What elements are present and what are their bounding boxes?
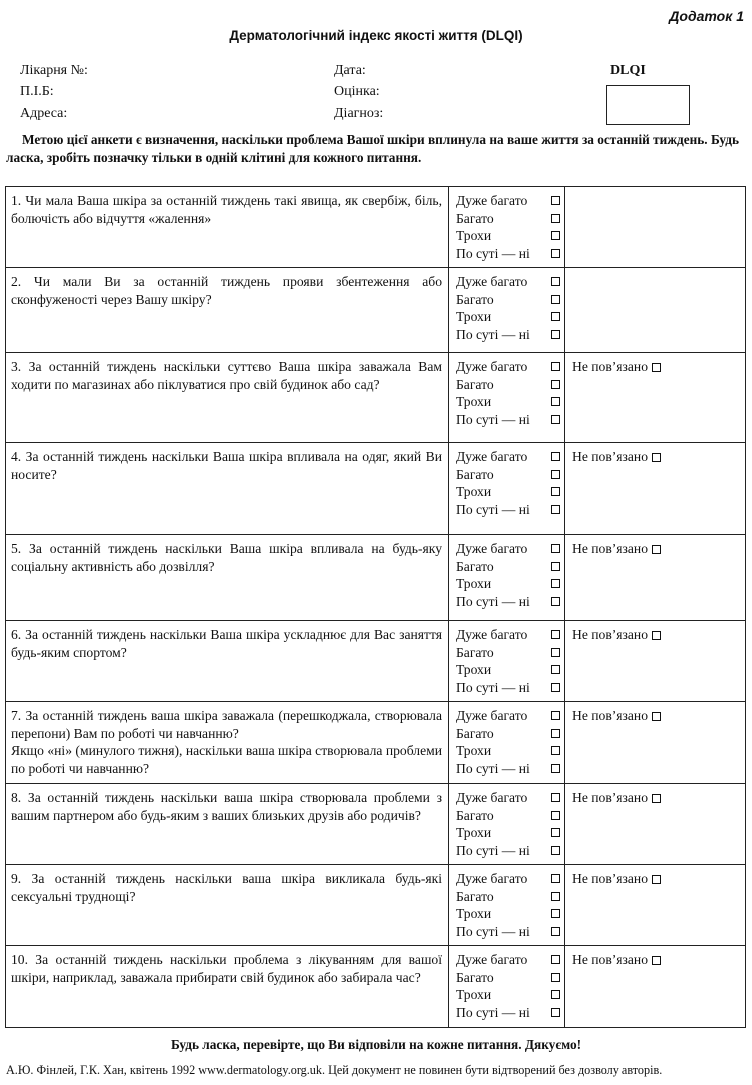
answer-checkbox[interactable]: [551, 811, 560, 820]
answer-checkbox[interactable]: [551, 470, 560, 479]
answer-checkbox[interactable]: [551, 630, 560, 639]
answer-option-label: Трохи: [456, 987, 492, 1002]
not-relevant-checkbox[interactable]: [652, 631, 661, 640]
answer-option: [456, 273, 560, 291]
dlqi-score-box[interactable]: [606, 85, 690, 125]
answer-checkbox[interactable]: [551, 312, 560, 321]
page-title: Дерматологічний індекс якості життя (DLQI): [229, 28, 523, 43]
question-text: [11, 540, 442, 575]
address-field: Адреса:: [20, 106, 68, 121]
column-divider: [448, 621, 449, 701]
answer-checkbox[interactable]: [551, 1008, 560, 1017]
answer-checkbox[interactable]: [551, 909, 560, 918]
column-divider: [564, 702, 565, 783]
answer-option: [456, 742, 560, 760]
answer-option: [456, 245, 560, 263]
answer-checkbox[interactable]: [551, 487, 560, 496]
question-text: [11, 870, 442, 905]
question-text: [11, 707, 442, 777]
question-text: [11, 626, 442, 661]
answer-option-label: По суті — ні: [456, 593, 530, 609]
question-text-line: 1. Чи мала Ваша шкіра за останній тиждень такі явища, як свербіж, біль, болючість або відчуття «жалення»: [11, 193, 442, 226]
answer-option-label: Трохи: [456, 484, 492, 499]
column-divider: [564, 865, 565, 945]
column-divider: [448, 353, 449, 442]
answer-checkbox[interactable]: [551, 892, 560, 901]
answer-option-label: Трохи: [456, 576, 492, 591]
not-relevant-checkbox[interactable]: [652, 956, 661, 965]
answer-options: [456, 358, 560, 428]
answer-option: [456, 661, 560, 679]
question-row: [6, 865, 745, 946]
question-text-line: 4. За останній тиждень наскільки Ваша шкіра впливала на одяг, який Ви носите?: [11, 449, 442, 482]
question-row: [6, 702, 745, 784]
answer-option: [456, 466, 560, 484]
not-relevant-checkbox[interactable]: [652, 363, 661, 372]
answer-checkbox[interactable]: [551, 711, 560, 720]
answer-options: [456, 951, 560, 1021]
answer-option-label: Багато: [456, 210, 494, 226]
answer-option-label: Багато: [456, 807, 494, 823]
answer-option-label: Дуже багато: [456, 541, 528, 556]
answer-options: [456, 192, 560, 262]
answer-option: [456, 644, 560, 662]
answer-option: [456, 923, 560, 941]
answer-option-label: По суті — ні: [456, 245, 530, 261]
column-divider: [448, 535, 449, 620]
answer-checkbox[interactable]: [551, 683, 560, 692]
answer-checkbox[interactable]: [551, 990, 560, 999]
question-text-line: 7. За останній тиждень ваша шкіра заважала (перешкоджала, створювала перепони) Вам по роботі чи навчанню?: [11, 708, 442, 741]
appendix-label: Додаток 1: [669, 8, 744, 24]
intro-text: Метою цієї анкети є визначення, наскільки проблема Вашої шкіри вплинула на ваше життя за останній тиждень. Будь ласка, зробіть позначку тільки в одній клітині для кожного питання.: [6, 132, 739, 165]
answer-option: [456, 951, 560, 969]
not-relevant-option: [572, 358, 661, 376]
questions-table: [5, 186, 746, 1028]
answer-checkbox[interactable]: [551, 380, 560, 389]
answer-options: [456, 540, 560, 610]
column-divider: [564, 187, 565, 267]
answer-checkbox[interactable]: [551, 828, 560, 837]
answer-option: [456, 593, 560, 611]
question-text-line: 2. Чи мали Ви за останній тиждень прояви збентеження або сконфуженості через Вашу шкіру?: [11, 274, 442, 307]
column-divider: [564, 621, 565, 701]
answer-checkbox[interactable]: [551, 665, 560, 674]
answer-options: [456, 789, 560, 859]
column-divider: [448, 268, 449, 352]
answer-option-label: Трохи: [456, 394, 492, 409]
answer-option-label: Трохи: [456, 825, 492, 840]
date-field: Дата:: [334, 63, 366, 78]
answer-checkbox[interactable]: [551, 277, 560, 286]
question-row: [6, 621, 745, 702]
answer-checkbox[interactable]: [551, 249, 560, 258]
answer-option-label: Багато: [456, 969, 494, 985]
answer-option-label: Багато: [456, 644, 494, 660]
question-row: [6, 535, 745, 621]
question-text-line: 5. За останній тиждень наскільки Ваша шкіра впливала на будь-яку соціальну активність або дозвілля?: [11, 541, 442, 574]
question-text-line: Якщо «ні» (минулого тижня), наскільки ваша шкіра створювала проблеми по роботі чи навчанню?: [11, 743, 442, 776]
not-relevant-option: [572, 707, 661, 725]
diagnosis-field: Діагноз:: [334, 106, 384, 121]
answer-checkbox[interactable]: [551, 505, 560, 514]
answer-option: [456, 842, 560, 860]
answer-option-label: Трохи: [456, 743, 492, 758]
column-divider: [448, 702, 449, 783]
column-divider: [564, 443, 565, 534]
answer-option-label: Багато: [456, 725, 494, 741]
footer-copyright: А.Ю. Фінлей, Г.К. Хан, квітень 1992 www.dermatology.org.uk. Цей документ не повинен бути відтворений без дозволу авторів.: [6, 1063, 663, 1077]
dlqi-label: DLQI: [610, 63, 646, 78]
not-relevant-option: [572, 789, 661, 807]
answer-option-label: Дуже багато: [456, 359, 528, 374]
question-row: [6, 784, 745, 865]
column-divider: [564, 784, 565, 864]
answer-option: [456, 358, 560, 376]
answer-option-label: Трохи: [456, 228, 492, 243]
question-text-line: 3. За останній тиждень наскільки суттєво Ваша шкіра заважала Вам ходити по магазинах або піклуватися про свій будинок або сад?: [11, 359, 442, 392]
column-divider: [448, 187, 449, 267]
question-text: [11, 951, 442, 986]
answer-checkbox[interactable]: [551, 846, 560, 855]
answer-option: [456, 1004, 560, 1022]
answer-option: [456, 870, 560, 888]
column-divider: [564, 535, 565, 620]
question-row: [6, 946, 745, 1027]
column-divider: [564, 946, 565, 1027]
not-relevant-label: Не пов’язано: [572, 952, 648, 967]
answer-option: [456, 192, 560, 210]
answer-checkbox[interactable]: [551, 330, 560, 339]
answer-option-label: Дуже багато: [456, 274, 528, 289]
answer-option-label: По суті — ні: [456, 501, 530, 517]
answer-option: [456, 210, 560, 228]
answer-option: [456, 393, 560, 411]
not-relevant-option: [572, 540, 661, 558]
answer-checkbox[interactable]: [551, 214, 560, 223]
not-relevant-option: [572, 870, 661, 888]
answer-option: [456, 760, 560, 778]
answer-option-label: По суті — ні: [456, 1004, 530, 1020]
name-field: П.І.Б:: [20, 84, 54, 99]
column-divider: [564, 353, 565, 442]
not-relevant-label: Не пов’язано: [572, 708, 648, 723]
answer-checkbox[interactable]: [551, 955, 560, 964]
column-divider: [564, 268, 565, 352]
column-divider: [448, 946, 449, 1027]
answer-option: [456, 824, 560, 842]
answer-checkbox[interactable]: [551, 764, 560, 773]
answer-option-label: Дуже багато: [456, 790, 528, 805]
question-row: [6, 443, 745, 535]
answer-option-label: Дуже багато: [456, 708, 528, 723]
answer-checkbox[interactable]: [551, 196, 560, 205]
answer-option: [456, 483, 560, 501]
question-text-line: 10. За останній тиждень наскільки проблема з лікуванням для вашої шкіри, наприклад, заважала прибирати свій будинок або забирала час?: [11, 952, 442, 985]
answer-option-label: По суті — ні: [456, 679, 530, 695]
not-relevant-option: [572, 626, 661, 644]
answer-option: [456, 291, 560, 309]
answer-checkbox[interactable]: [551, 729, 560, 738]
closing-text: Будь ласка, перевірте, що Ви відповіли на кожне питання. Дякуємо!: [170, 1037, 582, 1052]
answer-option: [456, 575, 560, 593]
answer-option-label: Дуже багато: [456, 871, 528, 886]
answer-checkbox[interactable]: [551, 397, 560, 406]
answer-options: [456, 448, 560, 518]
answer-option-label: По суті — ні: [456, 326, 530, 342]
column-divider: [448, 784, 449, 864]
question-text: [11, 192, 442, 227]
answer-option: [456, 540, 560, 558]
not-relevant-label: Не пов’язано: [572, 449, 648, 464]
answer-option: [456, 411, 560, 429]
not-relevant-option: [572, 448, 661, 466]
not-relevant-checkbox[interactable]: [652, 794, 661, 803]
answer-option-label: Трохи: [456, 906, 492, 921]
not-relevant-label: Не пов’язано: [572, 627, 648, 642]
answer-option-label: Багато: [456, 888, 494, 904]
answer-option-label: Багато: [456, 466, 494, 482]
answer-checkbox[interactable]: [551, 295, 560, 304]
not-relevant-checkbox[interactable]: [652, 875, 661, 884]
not-relevant-checkbox[interactable]: [652, 453, 661, 462]
column-divider: [448, 865, 449, 945]
not-relevant-label: Не пов’язано: [572, 871, 648, 886]
answer-option: [456, 448, 560, 466]
answer-option-label: По суті — ні: [456, 411, 530, 427]
question-text: [11, 789, 442, 824]
not-relevant-option: [572, 951, 661, 969]
answer-checkbox[interactable]: [551, 648, 560, 657]
answer-checkbox[interactable]: [551, 544, 560, 553]
answer-option-label: По суті — ні: [456, 842, 530, 858]
answer-checkbox[interactable]: [551, 746, 560, 755]
answer-option: [456, 789, 560, 807]
question-text-line: 8. За останній тиждень наскільки ваша шкіра створювала проблеми з вашим партнером або будь-яким з ваших близьких друзів або родичів?: [11, 790, 442, 823]
answer-option-label: По суті — ні: [456, 923, 530, 939]
answer-option: [456, 558, 560, 576]
not-relevant-label: Не пов’язано: [572, 541, 648, 556]
answer-option-label: Багато: [456, 558, 494, 574]
question-text: [11, 358, 442, 393]
answer-option-label: Дуже багато: [456, 952, 528, 967]
answer-checkbox[interactable]: [551, 793, 560, 802]
question-text-line: 6. За останній тиждень наскільки Ваша шкіра ускладнює для Вас заняття будь-яким спортом?: [11, 627, 442, 660]
answer-options: [456, 626, 560, 696]
question-text-line: 9. За останній тиждень наскільки ваша шкіра викликала будь-які сексуальні труднощі?: [11, 871, 442, 904]
not-relevant-checkbox[interactable]: [652, 545, 661, 554]
answer-option: [456, 326, 560, 344]
answer-option: [456, 969, 560, 987]
answer-option: [456, 986, 560, 1004]
answer-option: [456, 227, 560, 245]
answer-option: [456, 679, 560, 697]
answer-option-label: По суті — ні: [456, 760, 530, 776]
answer-options: [456, 707, 560, 777]
answer-option: [456, 725, 560, 743]
answer-option: [456, 807, 560, 825]
not-relevant-label: Не пов’язано: [572, 359, 648, 374]
answer-option: [456, 905, 560, 923]
answer-option: [456, 501, 560, 519]
answer-checkbox[interactable]: [551, 362, 560, 371]
question-row: [6, 268, 745, 353]
not-relevant-label: Не пов’язано: [572, 790, 648, 805]
answer-option-label: Дуже багато: [456, 193, 528, 208]
answer-options: [456, 273, 560, 343]
answer-checkbox[interactable]: [551, 579, 560, 588]
not-relevant-checkbox[interactable]: [652, 712, 661, 721]
answer-checkbox[interactable]: [551, 415, 560, 424]
question-text: [11, 448, 442, 483]
score-field: Оцінка:: [334, 84, 380, 99]
answer-option: [456, 626, 560, 644]
hospital-field: Лікарня №:: [20, 63, 88, 78]
answer-checkbox[interactable]: [551, 927, 560, 936]
answer-option-label: Багато: [456, 291, 494, 307]
answer-option: [456, 707, 560, 725]
answer-checkbox[interactable]: [551, 452, 560, 461]
answer-option-label: Дуже багато: [456, 627, 528, 642]
question-row: [6, 187, 745, 268]
answer-checkbox[interactable]: [551, 874, 560, 883]
answer-option: [456, 376, 560, 394]
answer-checkbox[interactable]: [551, 562, 560, 571]
answer-option-label: Трохи: [456, 662, 492, 677]
answer-option-label: Багато: [456, 376, 494, 392]
answer-option-label: Дуже багато: [456, 449, 528, 464]
answer-checkbox[interactable]: [551, 597, 560, 606]
answer-checkbox[interactable]: [551, 973, 560, 982]
column-divider: [448, 443, 449, 534]
answer-checkbox[interactable]: [551, 231, 560, 240]
answer-option-label: Трохи: [456, 309, 492, 324]
answer-option: [456, 888, 560, 906]
answer-options: [456, 870, 560, 940]
answer-option: [456, 308, 560, 326]
question-row: [6, 353, 745, 443]
question-text: [11, 273, 442, 308]
